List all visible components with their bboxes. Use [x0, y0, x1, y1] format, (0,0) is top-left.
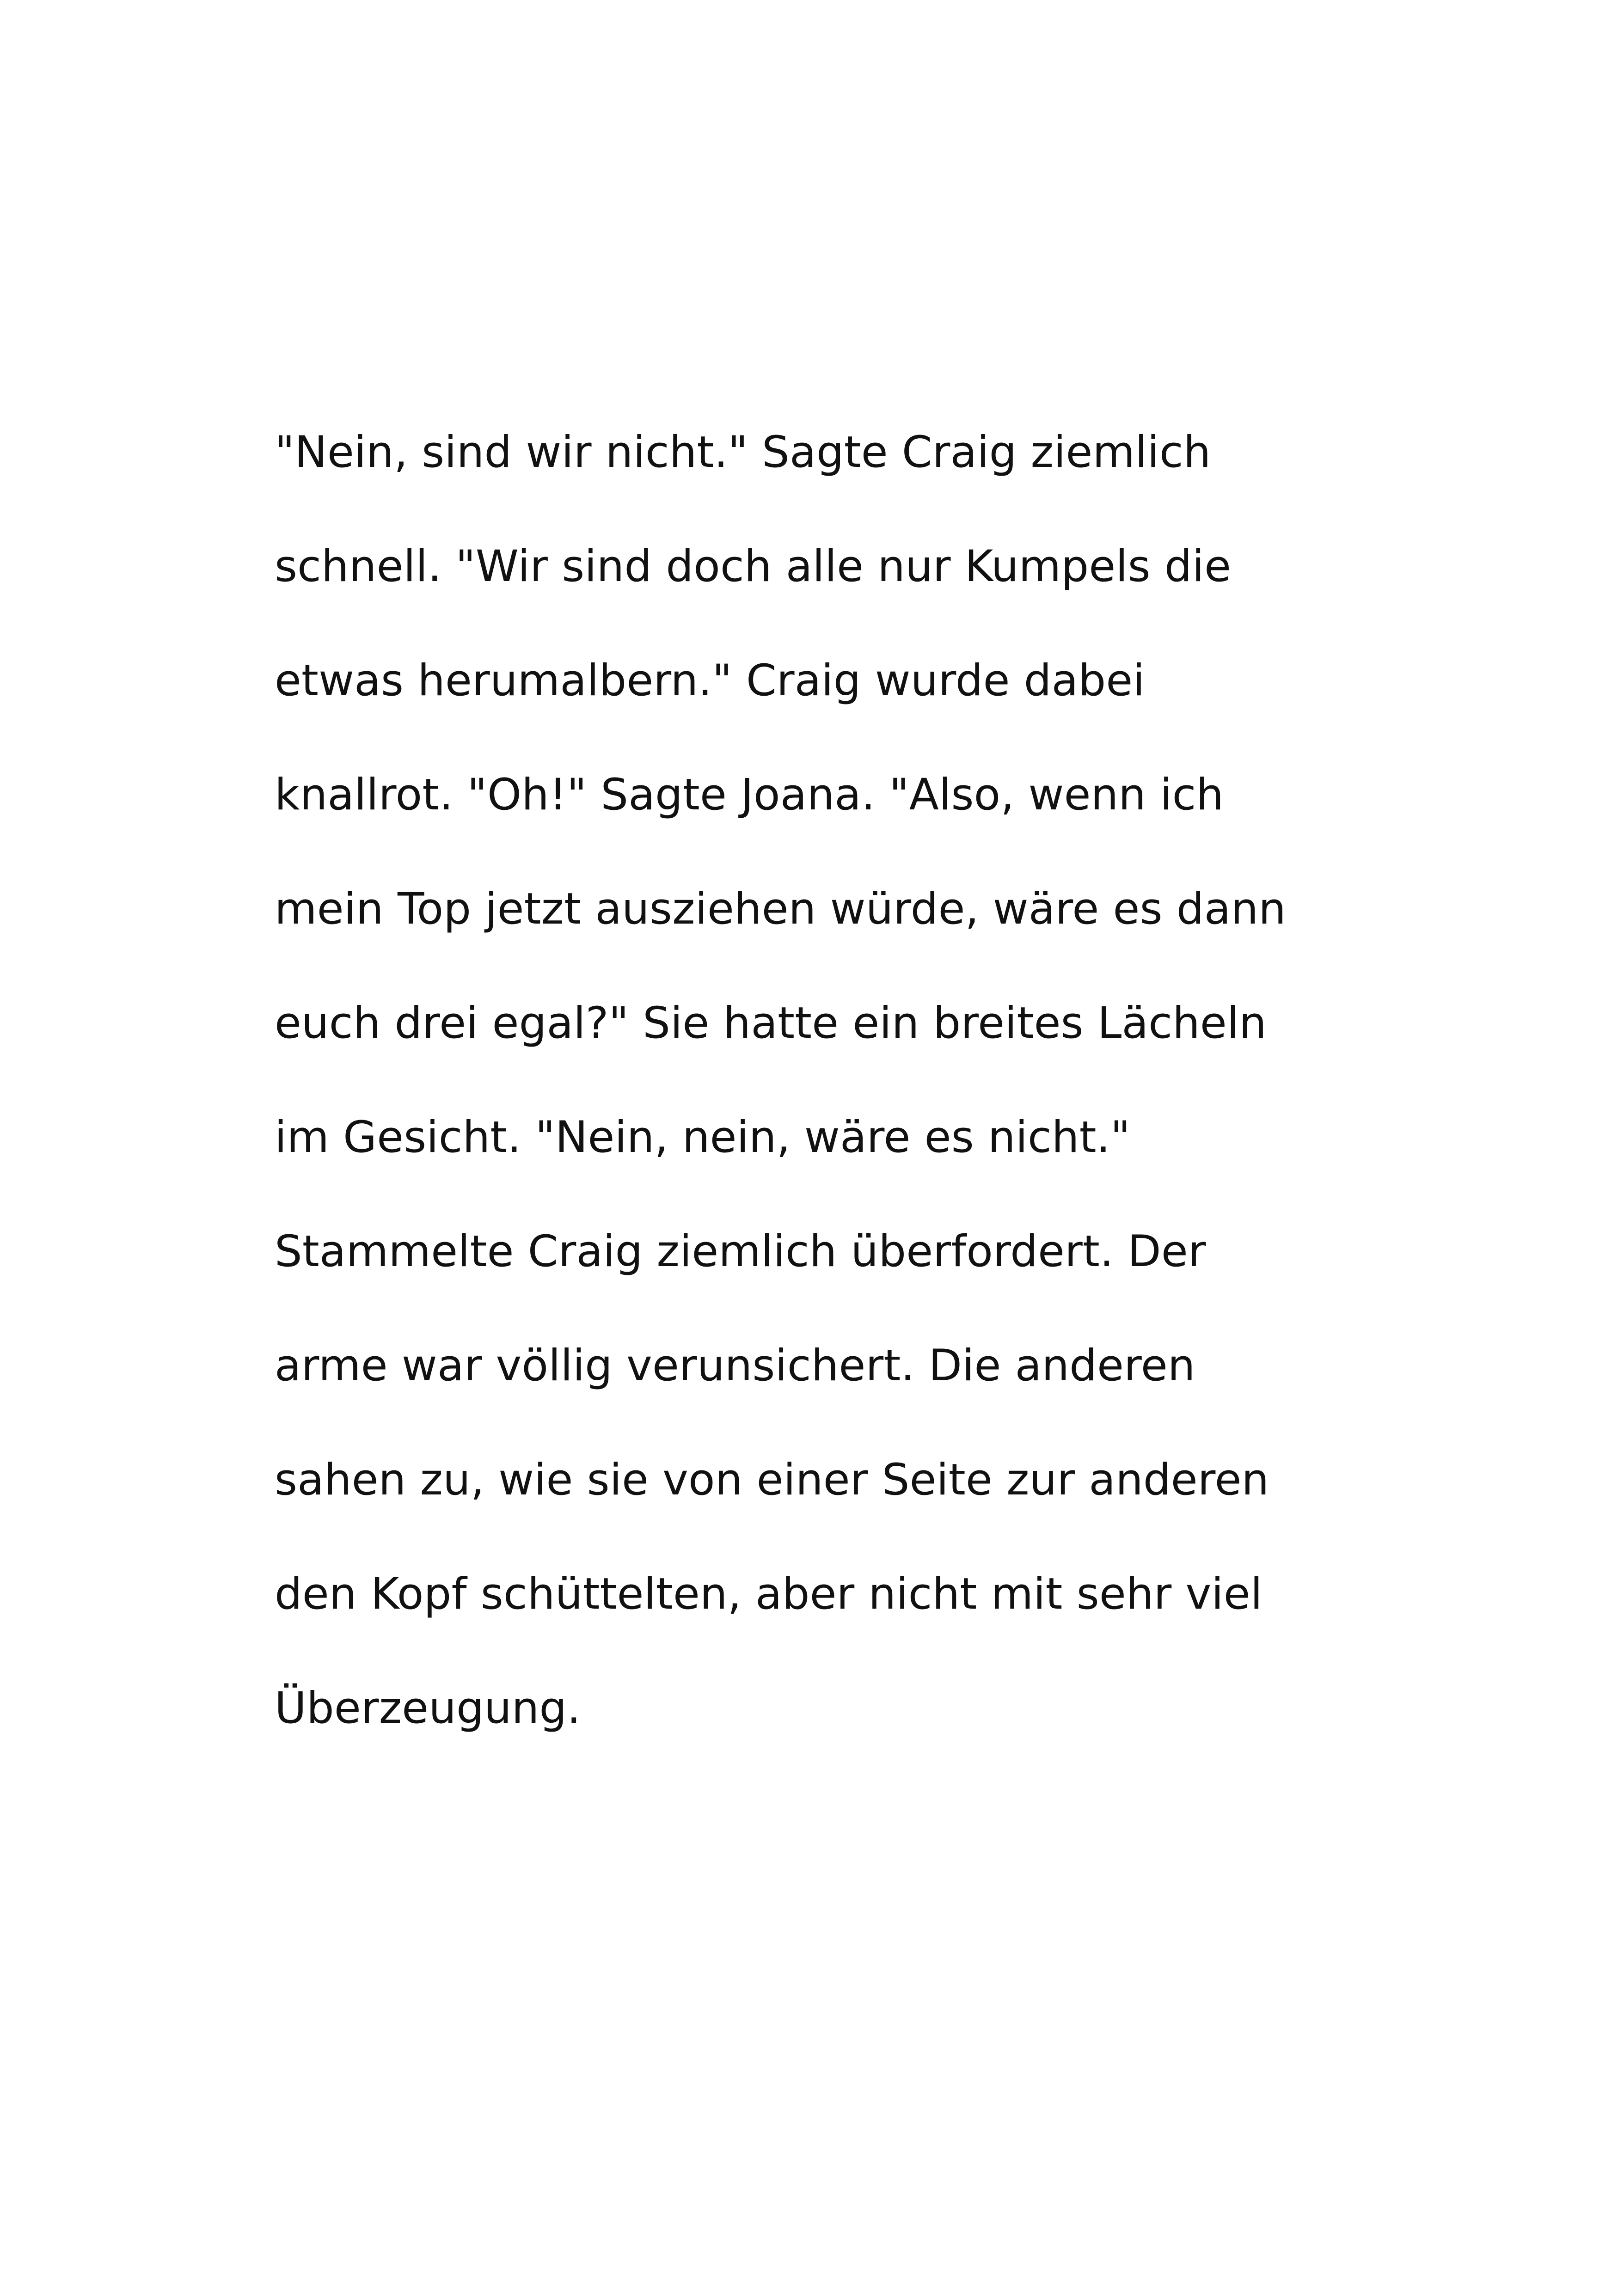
text-line: arme war völlig verunsichert. Die anderen [275, 1341, 1195, 1391]
text-line: "Nein, sind wir nicht." Sagte Craig ziemlich [275, 427, 1211, 478]
text-line: den Kopf schüttelten, aber nicht mit sehr viel [275, 1569, 1263, 1619]
text-line: Überzeugung. [275, 1683, 581, 1733]
text-line: mein Top jetzt ausziehen würde, wäre es dann [275, 884, 1287, 934]
body-text [275, 407, 1477, 1777]
text-line: etwas herumalbern." Craig wurde dabei [275, 655, 1145, 706]
text-line: knallrot. "Oh!" Sagte Joana. "Also, wenn ich [275, 770, 1224, 820]
text-line: schnell. "Wir sind doch alle nur Kumpels die [275, 541, 1232, 592]
text-line: Stammelte Craig ziemlich überfordert. Der [275, 1226, 1206, 1277]
text-line: euch drei egal?" Sie hatte ein breites Lächeln [275, 998, 1267, 1048]
text-line: sahen zu, wie sie von einer Seite zur anderen [275, 1455, 1269, 1505]
text-line: im Gesicht. "Nein, nein, wäre es nicht." [275, 1112, 1131, 1163]
